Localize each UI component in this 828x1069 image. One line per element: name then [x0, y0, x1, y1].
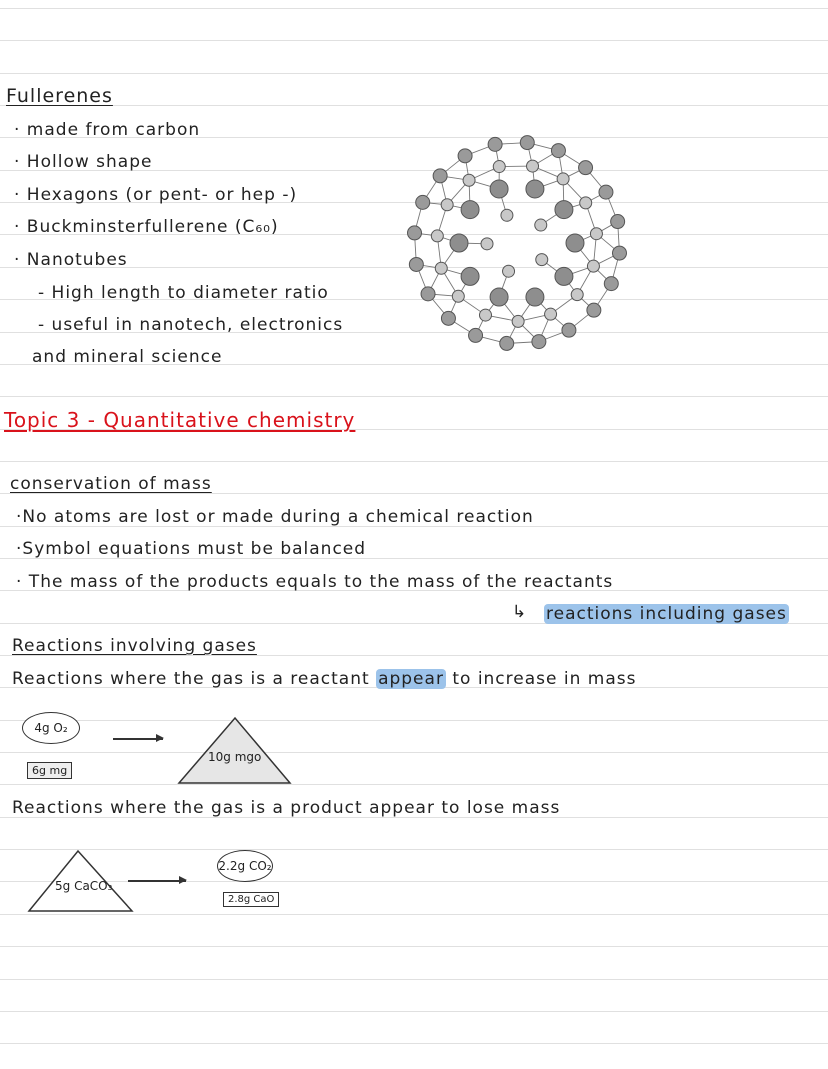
ruled-line: [0, 946, 828, 947]
gas-cloud: 4g O₂: [22, 712, 80, 744]
carbon-atom: [532, 335, 546, 349]
highlighted-note: reactions including gases: [546, 604, 787, 624]
carbon-atom: [421, 287, 435, 301]
ruled-line: [0, 8, 828, 9]
conservation-heading: conservation of mass: [10, 474, 212, 494]
carbon-atom: [557, 173, 569, 185]
carbon-atom: [526, 180, 544, 198]
carbon-atom: [501, 209, 513, 221]
carbon-atom: [555, 267, 573, 285]
carbon-atom: [566, 234, 584, 252]
arrow-note-icon: ↳: [512, 602, 528, 622]
carbon-atom: [536, 254, 548, 266]
bullet: · The mass of the products equals to the mass of the reactants: [16, 572, 614, 592]
carbon-atom: [441, 311, 455, 325]
ruled-line: [0, 73, 828, 74]
carbon-atom: [469, 328, 483, 342]
sub-bullet: - useful in nanotech, electronics: [38, 315, 344, 335]
ruled-line: [0, 914, 828, 915]
ruled-line: [0, 752, 828, 753]
carbon-atom: [490, 180, 508, 198]
bullet: · Nanotubes: [14, 250, 128, 270]
carbon-atom: [481, 238, 493, 250]
carbon-atom: [461, 201, 479, 219]
triangle-label: 5g CaCO₃: [55, 879, 113, 893]
solid-box: 2.8g CaO: [223, 892, 279, 907]
carbon-atom: [526, 288, 544, 306]
ruled-line: [0, 461, 828, 462]
carbon-atom: [463, 174, 475, 186]
ruled-line: [0, 40, 828, 41]
carbon-atom: [579, 161, 593, 175]
bullet: ·No atoms are lost or made during a chemical reaction: [16, 507, 534, 527]
text: to increase in mass: [452, 669, 637, 689]
topic-title: Topic 3 - Quantitative chemistry: [4, 408, 356, 432]
arrow-icon: [113, 738, 163, 740]
carbon-atom: [587, 303, 601, 317]
bullet: · Hexagons (or pent- or hep -): [14, 185, 298, 205]
carbon-atom: [590, 228, 602, 240]
ruled-line: [0, 784, 828, 785]
carbon-atom: [416, 195, 430, 209]
ruled-line: [0, 1011, 828, 1012]
bullet: · made from carbon: [14, 120, 201, 140]
gas-cloud: 2.2g CO₂: [217, 850, 273, 882]
carbon-atom: [479, 309, 491, 321]
gases-heading: Reactions involving gases: [12, 636, 257, 656]
sub-bullet-cont: and mineral science: [32, 347, 223, 367]
bullet: ·Symbol equations must be balanced: [16, 539, 367, 559]
carbon-atom: [580, 197, 592, 209]
carbon-atom: [441, 199, 453, 211]
sub-bullet: - High length to diameter ratio: [38, 283, 329, 303]
ruled-line: [0, 396, 828, 397]
gases-line-1: [12, 669, 636, 689]
carbon-atom: [435, 262, 447, 274]
carbon-atom: [458, 149, 472, 163]
triangle-label: 10g mgo: [208, 750, 262, 764]
carbon-atom: [512, 315, 524, 327]
ruled-line: [0, 720, 828, 721]
carbon-atom: [452, 290, 464, 302]
carbon-atom: [562, 323, 576, 337]
carbon-atom: [450, 234, 468, 252]
carbon-atom: [433, 169, 447, 183]
bullet: · Hollow shape: [14, 152, 153, 172]
carbon-atom: [571, 289, 583, 301]
ruled-line: [0, 105, 828, 106]
carbon-atom: [409, 257, 423, 271]
carbon-atom: [527, 160, 539, 172]
carbon-atom: [520, 136, 534, 150]
carbon-atom: [555, 201, 573, 219]
gases-line-2: Reactions where the gas is a product appear to lose mass: [12, 798, 561, 818]
solid-box: 6g mg: [27, 762, 72, 779]
carbon-atom: [461, 267, 479, 285]
carbon-atom: [431, 230, 443, 242]
carbon-atom: [500, 336, 514, 350]
carbon-atom: [604, 277, 618, 291]
arrow-icon: [128, 880, 186, 882]
buckyball-diagram: [405, 135, 635, 355]
ruled-line: [0, 979, 828, 980]
carbon-atom: [408, 226, 422, 240]
carbon-atom: [587, 260, 599, 272]
ruled-line: [0, 1043, 828, 1044]
carbon-atom: [488, 137, 502, 151]
highlighted-word: appear: [378, 669, 444, 689]
fullerenes-heading: Fullerenes: [6, 85, 113, 107]
carbon-atom: [503, 265, 515, 277]
carbon-atom: [545, 308, 557, 320]
bullet: · Buckminsterfullerene (C₆₀): [14, 217, 279, 237]
carbon-atom: [599, 185, 613, 199]
carbon-atom: [493, 161, 505, 173]
text: Reactions where the gas is a reactant: [12, 669, 370, 689]
carbon-atom: [611, 215, 625, 229]
carbon-atom: [551, 144, 565, 158]
carbon-atom: [535, 219, 547, 231]
carbon-atom: [490, 288, 508, 306]
carbon-atom: [612, 246, 626, 260]
